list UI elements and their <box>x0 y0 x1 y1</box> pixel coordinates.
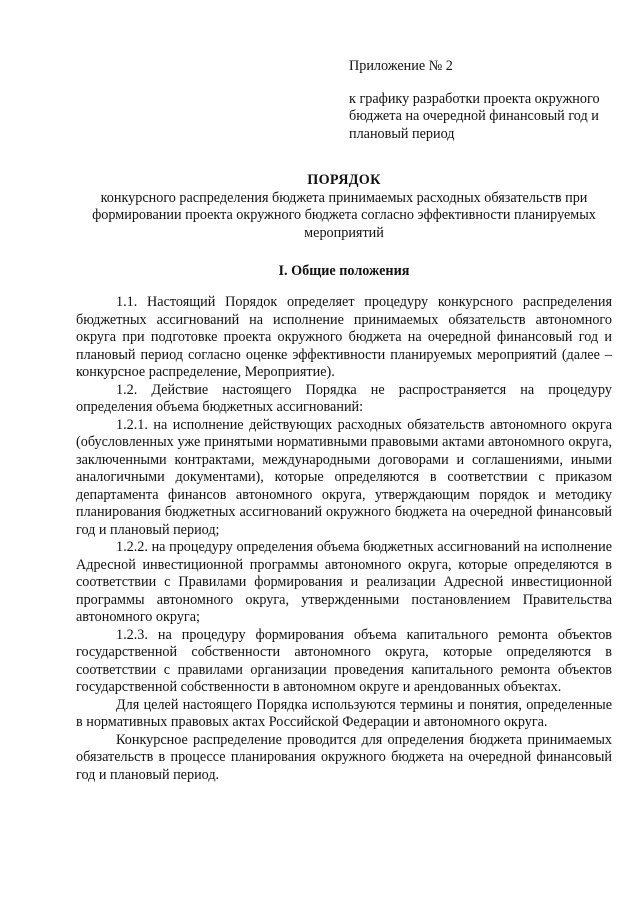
annex-block <box>349 58 609 143</box>
paragraph-purpose: Конкурсное распределение проводится для определения бюджета принимаемых обязательств в процессе планирования окружного бюджета на очередной финансовый год и плановый период. <box>76 731 612 783</box>
paragraph-definitions: Для целей настоящего Порядка используются термины и понятия, определенные в нормативных правовых актах Российской Федерации и автономного округа. <box>76 696 612 730</box>
paragraph-1-2-3: 1.2.3. на процедуру формирования объема капитального ремонта объектов государственной собственности автономного округа, которые определяются в соответствии с правилами организации проведения капитального ремонта объектов государственной собственности в автономном округе и арендованных объектах. <box>76 626 612 695</box>
annex-number: Приложение № 2 <box>349 58 453 74</box>
section-body <box>76 294 612 784</box>
paragraph-1-1: 1.1. Настоящий Порядок определяет процедуру конкурсного распределения бюджетных ассигнований на исполнение принимаемых обязательств автономного округа при подготовке проекта окружного бюджета на очередной финансовый год и плановый период согласно оценке эффективности планируемых мероприятий (далее – конкурсное распределение, Мероприятие). <box>76 294 612 380</box>
document-heading: ПОРЯДОК <box>307 172 381 188</box>
document-title-block <box>76 172 612 242</box>
paragraph-1-2-1: 1.2.1. на исполнение действующих расходных обязательств автономного округа (обусловленных уже принятыми нормативными правовыми актами автономного округа, заключенными контрактами, международными договорами и соглашениями, иными аналогичными документами), которые определяются в соответствии с приказом департамента финансов автономного округа, утверждающим порядок и методику планирования бюджетных ассигнований окружного бюджета на очередной финансовый год и плановый период; <box>76 416 612 538</box>
document-subtitle: конкурсного распределения бюджета принимаемых расходных обязательств при формировании проекта окружного бюджета согласно эффективности планируемых мероприятий <box>92 189 596 241</box>
paragraph-1-2: 1.2. Действие настоящего Порядка не распространяется на процедуру определения объема бюджетных ассигнований: <box>76 381 612 415</box>
section-title: I. Общие положения <box>278 263 410 279</box>
annex-reference: к графику разработки проекта окружного бюджета на очередной финансовый год и плановый период <box>349 90 600 142</box>
paragraph-1-2-2: 1.2.2. на процедуру определения объема бюджетных ассигнований на исполнение Адресной инвестиционной программы автономного округа, которые определяются в соответствии с Правилами формирования и реализации Адресной инвестиционной программы автономного округа, утвержденными постановлением Правительства автономного округа; <box>76 539 612 625</box>
